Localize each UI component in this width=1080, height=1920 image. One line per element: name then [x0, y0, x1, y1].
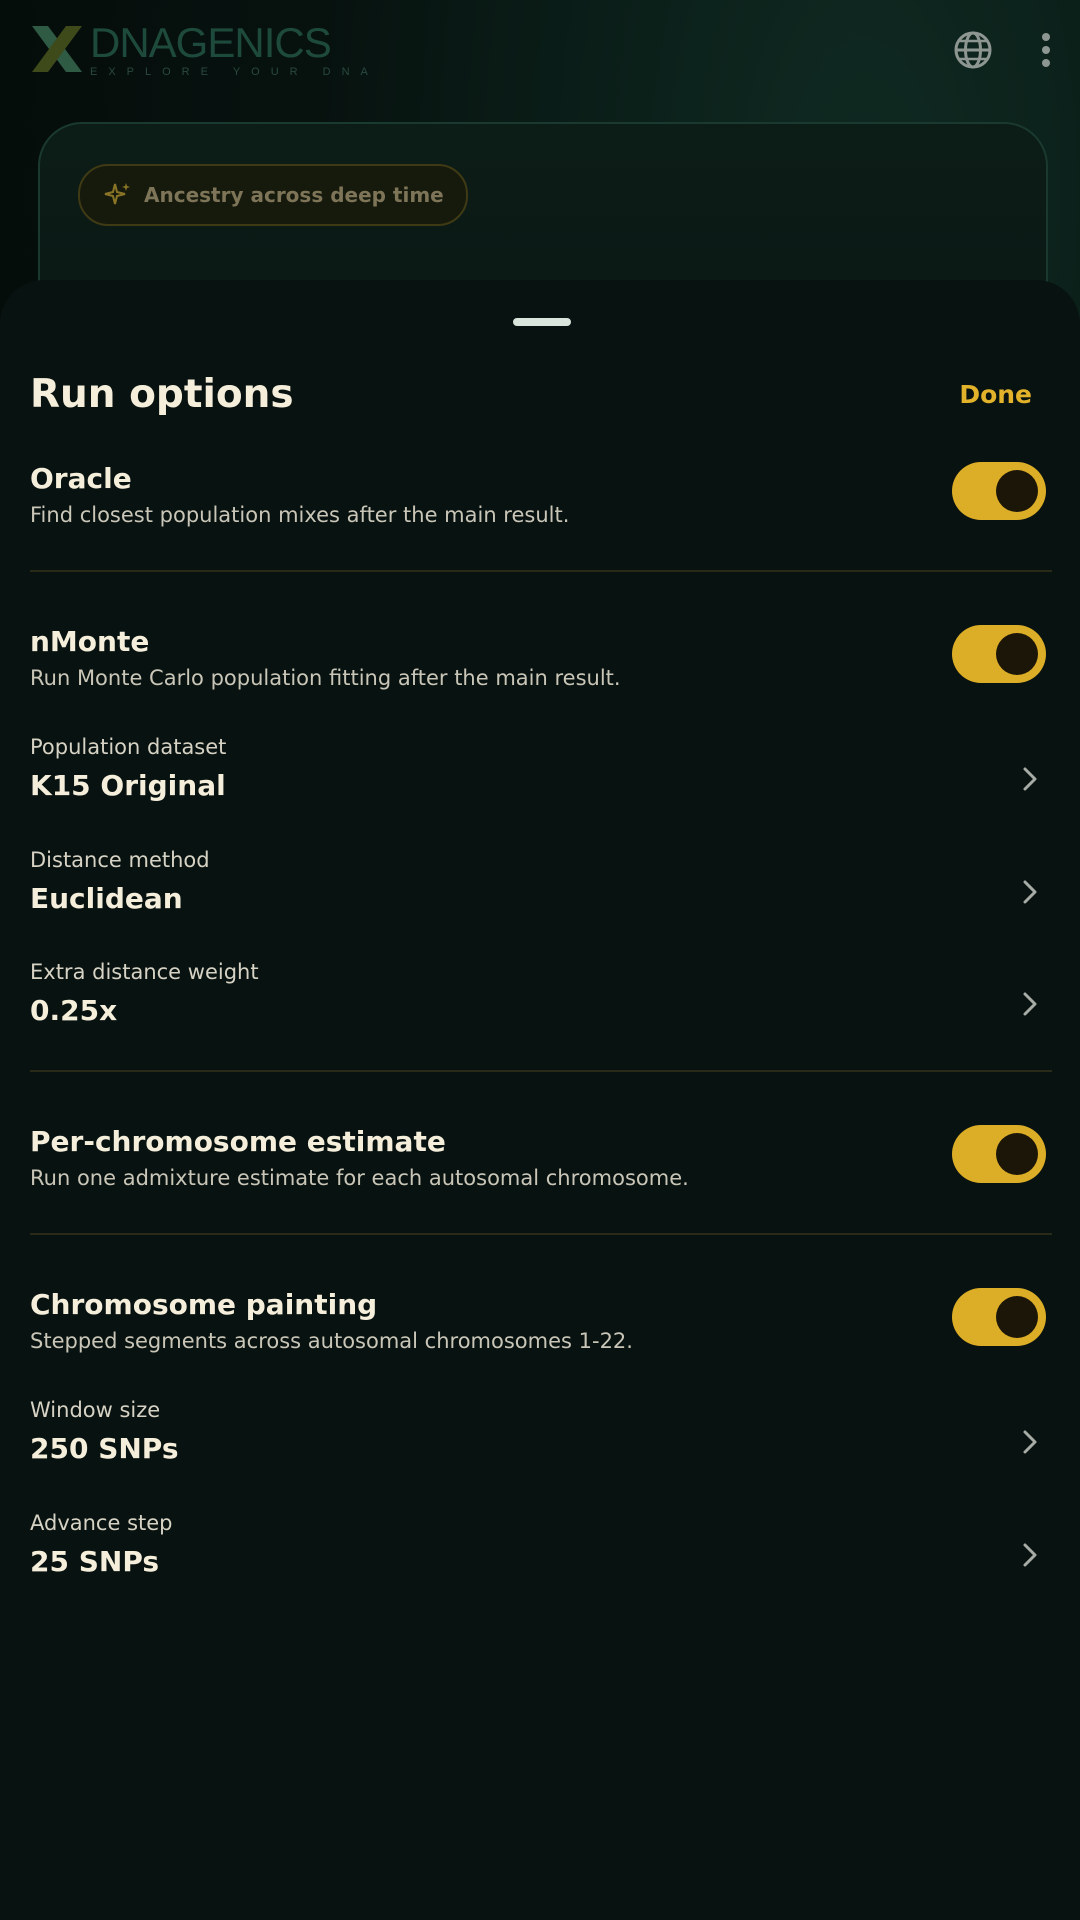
- done-button[interactable]: Done: [959, 380, 1032, 409]
- extra-distance-weight-row[interactable]: [30, 960, 1050, 1040]
- hero-chip: [78, 164, 468, 226]
- nmonte-title: nMonte: [30, 625, 150, 658]
- chromosome-painting-toggle[interactable]: [952, 1288, 1046, 1346]
- chevron-right-icon: [1020, 878, 1040, 906]
- hero-chip-label: Ancestry across deep time: [144, 183, 444, 207]
- distance-method-row[interactable]: [30, 848, 1050, 928]
- run-options-sheet: [0, 280, 1080, 1920]
- globe-icon[interactable]: [953, 30, 993, 70]
- option-label: Distance method: [30, 848, 210, 872]
- population-dataset-row[interactable]: [30, 735, 1050, 815]
- option-label: Population dataset: [30, 735, 227, 759]
- option-value: 25 SNPs: [30, 1545, 160, 1578]
- toggle-knob: [996, 470, 1038, 512]
- per-chromosome-toggle[interactable]: [952, 1125, 1046, 1183]
- divider: [30, 1233, 1052, 1235]
- chevron-right-icon: [1020, 990, 1040, 1018]
- sparkle-icon: [104, 181, 132, 209]
- option-label: Window size: [30, 1398, 161, 1422]
- option-value: K15 Original: [30, 769, 226, 802]
- per-chromosome-row: [30, 1125, 1050, 1190]
- nmonte-row: [30, 625, 1050, 690]
- logo-mark-icon: [30, 22, 84, 76]
- divider: [30, 570, 1052, 572]
- toggle-knob: [996, 633, 1038, 675]
- advance-step-row[interactable]: [30, 1511, 1050, 1591]
- nmonte-toggle[interactable]: [952, 625, 1046, 683]
- per-chromosome-title: Per-chromosome estimate: [30, 1125, 446, 1158]
- nmonte-description: Run Monte Carlo population fitting after the main result.: [30, 666, 621, 690]
- brand-tagline: EXPLORE YOUR DNA: [90, 66, 379, 78]
- toggle-knob: [996, 1296, 1038, 1338]
- brand-name: DNAGENICS: [90, 19, 331, 66]
- option-label: Extra distance weight: [30, 960, 259, 984]
- chromosome-painting-title: Chromosome painting: [30, 1288, 378, 1321]
- chromosome-painting-row: [30, 1288, 1050, 1353]
- chromosome-painting-description: Stepped segments across autosomal chromosomes 1-22.: [30, 1329, 633, 1353]
- option-label: Advance step: [30, 1511, 173, 1535]
- divider: [30, 1070, 1052, 1072]
- window-size-row[interactable]: [30, 1398, 1050, 1478]
- sheet-drag-handle[interactable]: [513, 318, 571, 326]
- chevron-right-icon: [1020, 1428, 1040, 1456]
- sheet-title: Run options: [30, 372, 294, 417]
- brand-logo[interactable]: [30, 19, 379, 78]
- option-value: Euclidean: [30, 882, 183, 915]
- chevron-right-icon: [1020, 1541, 1040, 1569]
- per-chromosome-description: Run one admixture estimate for each autosomal chromosome.: [30, 1166, 689, 1190]
- oracle-description: Find closest population mixes after the main result.: [30, 503, 570, 527]
- oracle-row: [30, 462, 1050, 527]
- top-bar: [0, 0, 1080, 100]
- chevron-right-icon: [1020, 765, 1040, 793]
- toggle-knob: [996, 1133, 1038, 1175]
- oracle-toggle[interactable]: [952, 462, 1046, 520]
- more-vertical-icon[interactable]: [1036, 30, 1056, 70]
- oracle-title: Oracle: [30, 462, 132, 495]
- option-value: 250 SNPs: [30, 1432, 179, 1465]
- option-value: 0.25x: [30, 994, 118, 1027]
